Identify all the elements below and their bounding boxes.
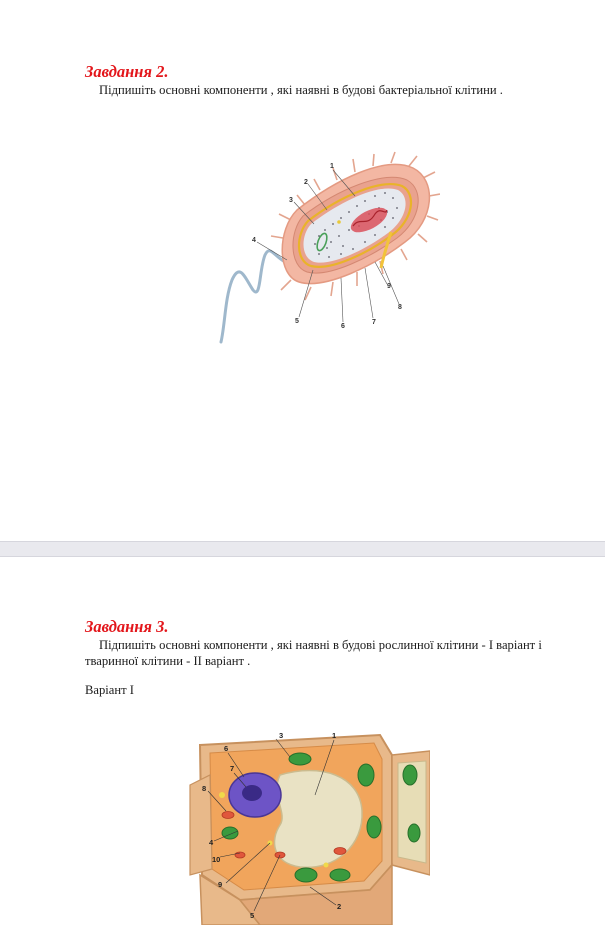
plant-label-2: 2 (337, 902, 342, 911)
bacteria-label-7: 7 (372, 319, 376, 326)
page-2 (0, 557, 605, 945)
plant-label-3: 3 (279, 731, 284, 740)
plant-label-6: 6 (224, 744, 229, 753)
plant-label-10: 10 (212, 855, 221, 864)
plant-label-4: 4 (209, 838, 214, 847)
bacteria-label-5: 5 (295, 318, 299, 325)
bacteria-label-1: 1 (330, 163, 334, 170)
plant-label-8: 8 (202, 784, 207, 793)
task-2-title: Завдання 2. (85, 62, 169, 81)
task-3-title: Завдання 3. (85, 617, 169, 636)
task-3-text (85, 637, 555, 669)
task-2-text-content: Підпишіть основні компоненти , які наявні в будові бактеріальної клітини . (99, 83, 503, 97)
variant-label: Варіант І (85, 683, 134, 697)
plant-label-5: 5 (250, 911, 255, 920)
bacteria-label-4: 4 (252, 237, 256, 244)
bacteria-cell-diagram (215, 150, 440, 350)
bacteria-label-6: 6 (341, 323, 345, 330)
bacteria-label-9: 9 (387, 283, 391, 290)
plant-label-7: 7 (230, 764, 235, 773)
plant-cell-diagram (130, 715, 430, 925)
task-2-text (85, 82, 565, 98)
nucleolus (242, 785, 262, 801)
page-separator (0, 541, 605, 557)
bacteria-label-8: 8 (398, 304, 402, 311)
bacteria-label-2: 2 (304, 179, 308, 186)
inclusion (337, 220, 341, 224)
plant-label-9: 9 (218, 880, 223, 889)
bacteria-label-3: 3 (289, 197, 293, 204)
task-3-text-content: Підпишіть основні компоненти , які наявні в будові рослинної клітини - І варіант і тваринної клітини - ІІ варіант . (85, 638, 542, 668)
flagellum (221, 251, 285, 342)
left-cell-wall (190, 775, 212, 875)
plant-label-1: 1 (332, 731, 337, 740)
